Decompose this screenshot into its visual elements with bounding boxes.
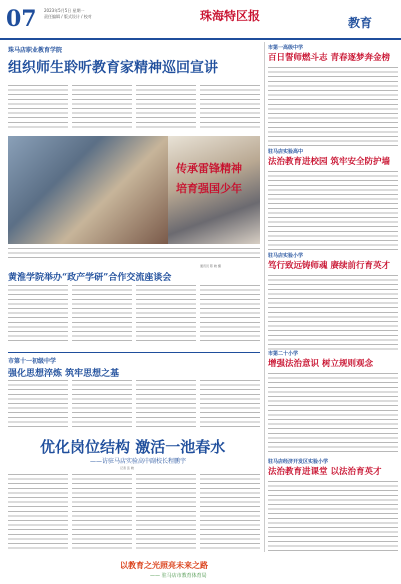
feature-col3 (136, 474, 196, 552)
column-divider (264, 42, 265, 552)
right-story-kicker: 驻马店经济开发区实验小学 (268, 459, 329, 465)
right-story-kicker: 驻马店实验小学 (268, 253, 304, 259)
article3-headline: 强化思想淬炼 筑牢思想之基 (8, 369, 120, 379)
article3-col4 (200, 380, 260, 430)
photo-title-line2: 培育强国少年 (176, 182, 242, 195)
page-number: 07 (6, 6, 37, 32)
feature-photo-left (8, 136, 168, 244)
right-story-3 (268, 252, 398, 350)
article2-col2 (72, 285, 132, 345)
feature-headline: 优化岗位结构 激活一池春水 (40, 438, 226, 456)
feature-col1 (8, 474, 68, 552)
article2-col1 (8, 285, 68, 345)
feature-subheadline: ——访驻马店实验高中副校长程鹏宇 (90, 458, 187, 465)
article3-col3 (136, 380, 196, 430)
editors-text: 责任编辑 / 版式设计 / 校对 (44, 14, 92, 19)
lead-body-col2 (72, 85, 132, 130)
divider (8, 352, 260, 353)
feature-col2 (72, 474, 132, 552)
photo-title-line1: 传承雷锋精神 (176, 162, 242, 175)
date-line (44, 8, 114, 20)
right-story-headline: 百日誓师燃斗志 青春逐梦奔金榜 (268, 53, 390, 63)
article2-col4 (200, 285, 260, 345)
right-story-body (268, 373, 398, 453)
lead-kicker: 珠马店职业教育学院 (8, 47, 63, 54)
right-story-body (268, 481, 398, 551)
right-story-headline: 法治教育进校园 筑牢安全防护墙 (268, 157, 390, 167)
right-story-2 (268, 148, 398, 251)
right-story-body (268, 67, 398, 147)
right-story-headline: 法治教育进课堂 以法治育英才 (268, 467, 382, 477)
paper-name: 珠海特区报 (200, 9, 261, 23)
banner-text: 以教育之光照亮未来之路 (120, 561, 208, 570)
lead-body-col4 (200, 85, 260, 130)
right-story-5 (268, 458, 398, 551)
feature-col4 (200, 474, 260, 552)
article2-headline: 黄淮学院举办“政产学研”合作交流座谈会 (8, 273, 172, 283)
lead-headline: 组织师生聆听教育家精神巡回宣讲 (8, 60, 218, 76)
article3-col2 (72, 380, 132, 430)
banner-sub: —— 驻马店市教育体育局 (150, 573, 207, 579)
right-story-headline: 增强法治意识 树立规则观念 (268, 359, 373, 369)
right-story-body (268, 275, 398, 350)
lead-body-col3 (136, 85, 196, 130)
right-story-kicker: 驻马店实验高中 (268, 149, 304, 155)
photo-credit: 通讯员 陈 晓 摄 (200, 264, 221, 268)
right-story-kicker: 市第一高级中学 (268, 45, 304, 51)
feature-byline: 记者 张 晓 (120, 466, 134, 470)
photo-caption (8, 248, 260, 262)
article2-col3 (136, 285, 196, 345)
date-text: 2023年5月5日 星期一 (44, 8, 85, 13)
right-story-4 (268, 350, 398, 453)
section-name: 教育 (348, 16, 373, 30)
right-story-kicker: 市第二十小学 (268, 351, 299, 357)
right-story-1 (268, 44, 398, 147)
article3-kicker: 市第十一初级中学 (8, 358, 57, 365)
article3-col1 (8, 380, 68, 430)
lead-body-col1 (8, 85, 68, 130)
right-story-headline: 笃行致远铸师魂 赓续前行育英才 (268, 261, 390, 271)
right-story-body (268, 171, 398, 251)
